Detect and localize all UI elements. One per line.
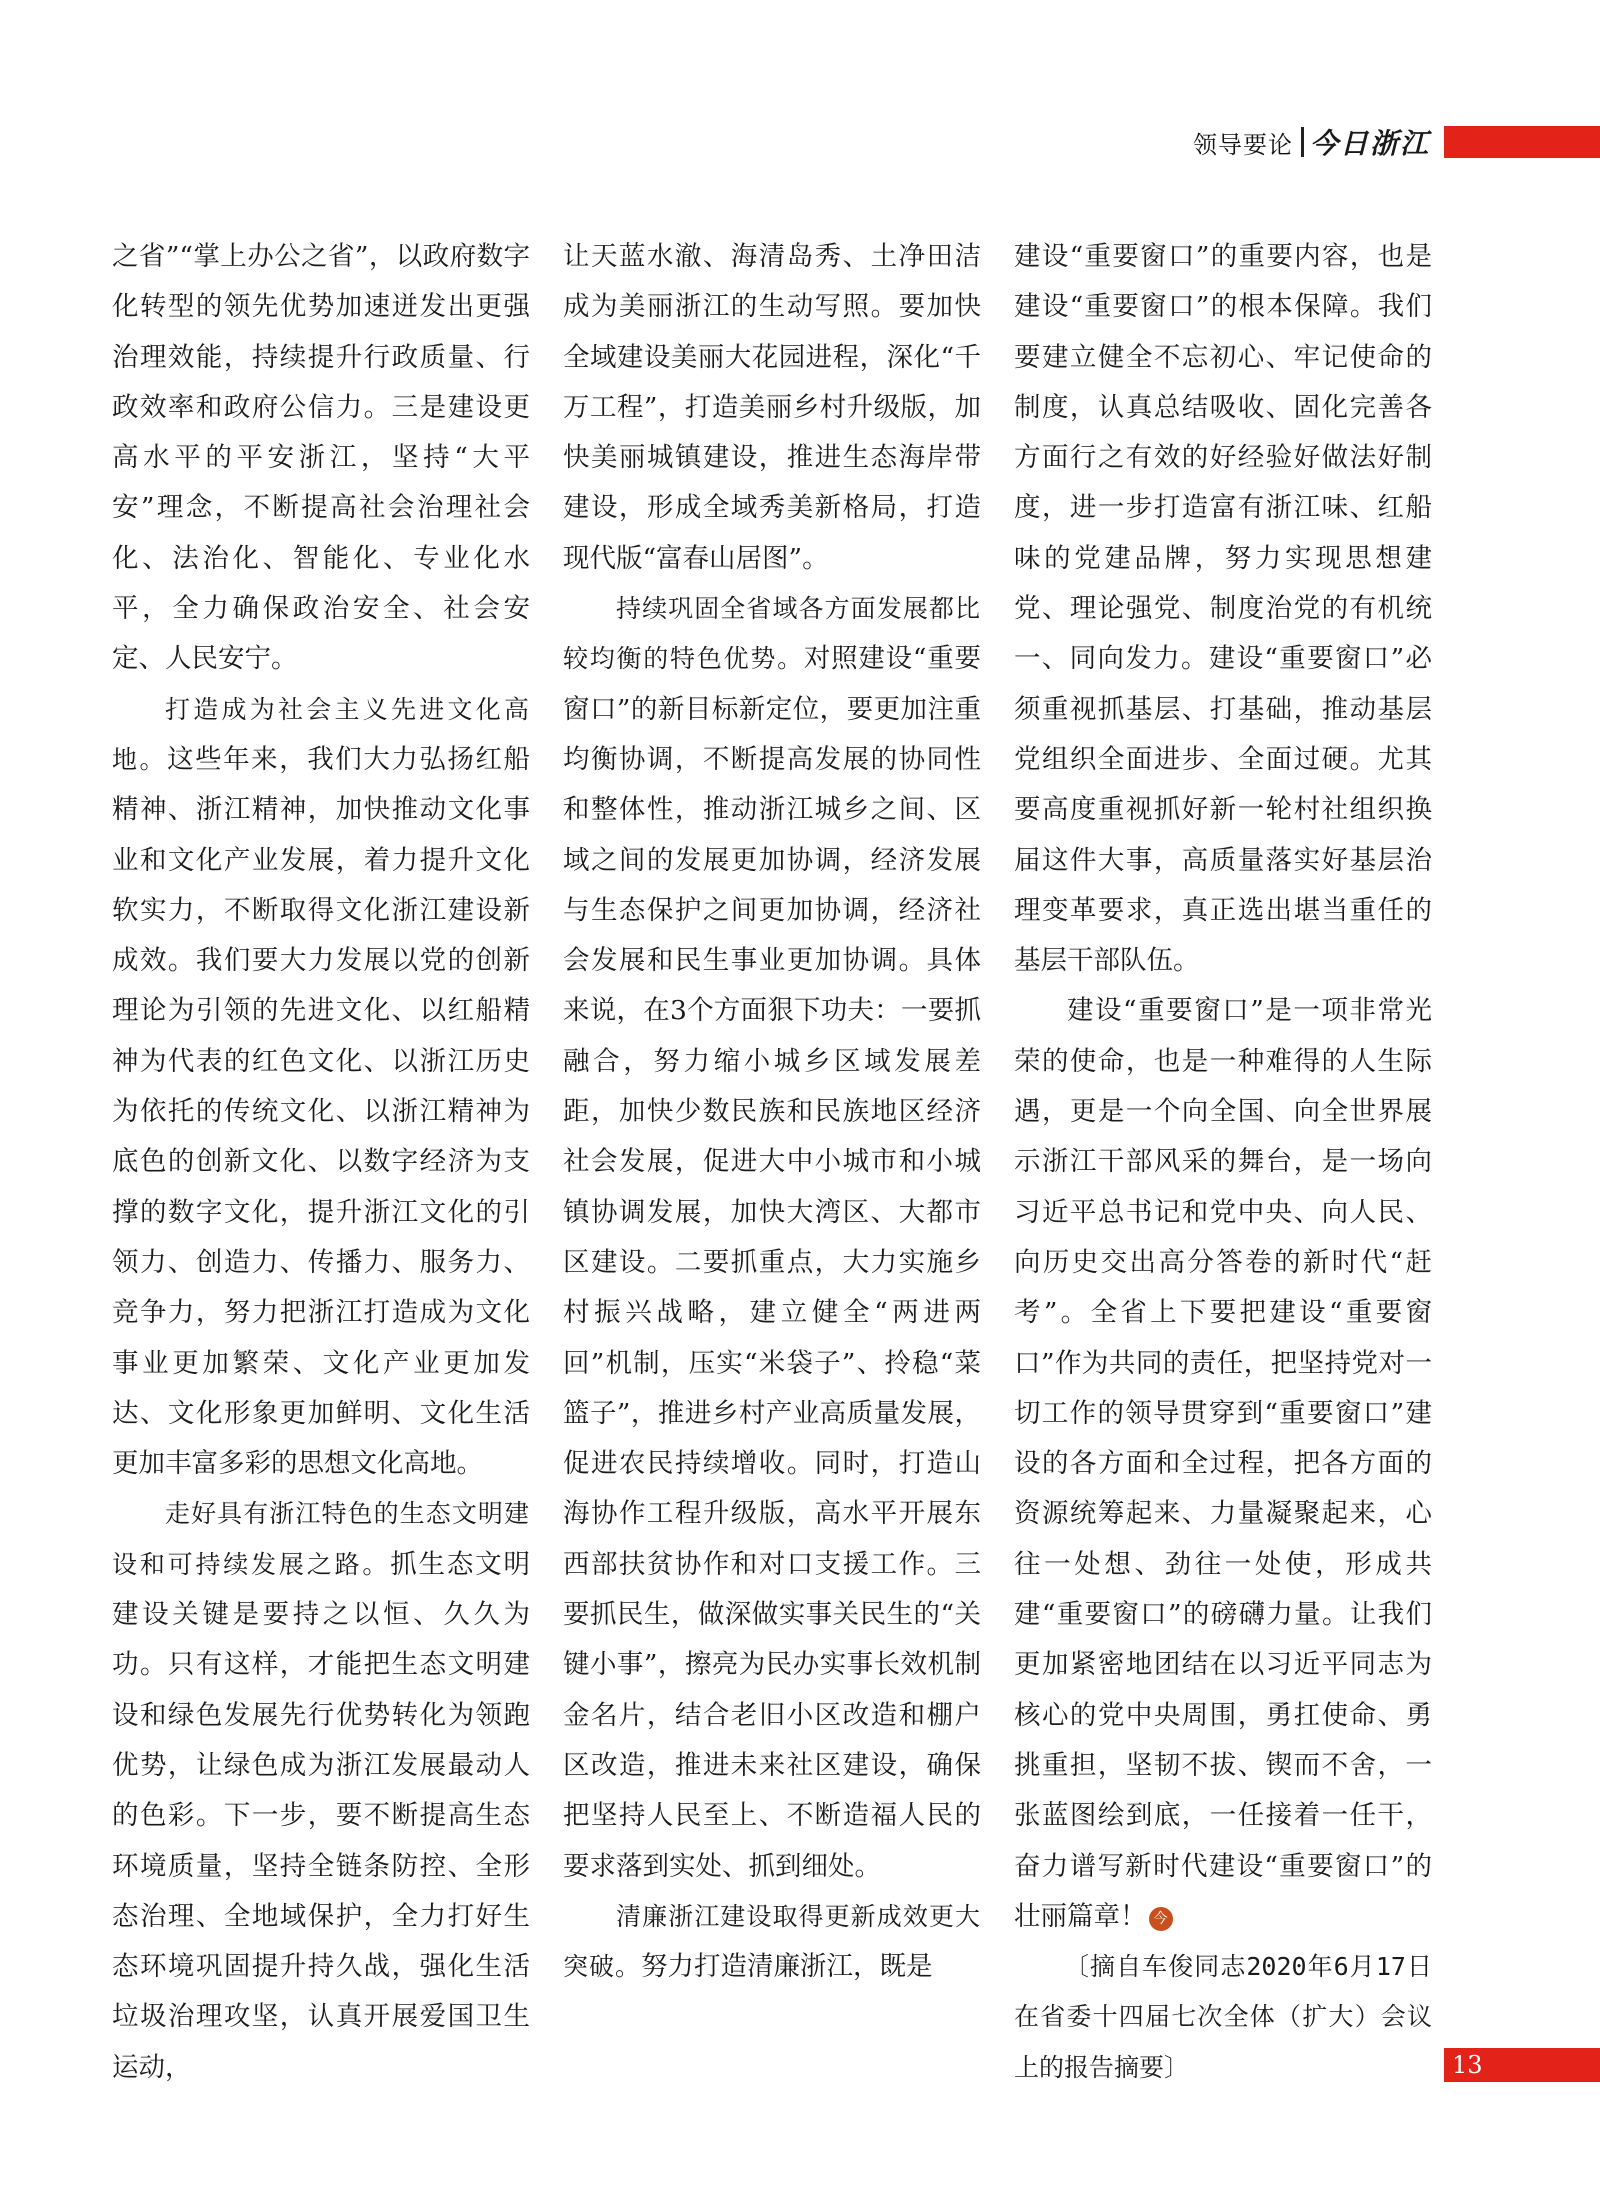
paragraph-lead: 清廉浙江建设取得更新成效更大突破。 (563, 1901, 981, 1982)
paragraph-lead: 打造成为社会主义先进文化高地。 (112, 694, 530, 774)
paragraph-body: 抓生态文明建设关键是要持之以恒、久久为功。只有这样，才能把生态文明建设和绿色发展先行优势转化为领跑优势，让绿色成为浙江发展最动人的色彩。下一步，要不断提高生态环境质量，坚持全链条防控、全形态治理、全地域保护，全力打好生态环境巩固提升持久战，强化生活垃圾治理攻坚，认真开展爱国卫生运动， (112, 1548, 530, 2083)
column-2 (563, 232, 981, 1992)
column-1 (112, 232, 530, 2093)
column-3 (1014, 232, 1432, 2093)
paragraph-lead: 走好具有浙江特色的生态文明建设和可持续发展之路。 (112, 1499, 530, 1579)
paragraph (563, 1892, 981, 1993)
paragraph: 建设“重要窗口”的重要内容，也是建设“重要窗口”的根本保障。我们要建立健全不忘初心、牢记使命的制度，认真总结吸收、固化完善各方面行之有效的好经验好做法好制度，进一步打造富有浙江味、红船味的党建品牌，努力实现思想建党、理论强党、制度治党的有机统一、同向发力。建设“重要窗口”必须重视抓基层、打基础，推动基层党组织全面进步、全面过硬。尤其要高度重视抓好新一轮村社组织换届这件大事，高质量落实好基层治理变革要求，真正选出堪当重任的基层干部队伍。 (1014, 241, 1432, 977)
paragraph: 让天蓝水澈、海清岛秀、土净田洁成为美丽浙江的生动写照。要加快全域建设美丽大花园进程，深化“千万工程”，打造美丽乡村升级版，加快美丽城镇建设，推进生态海岸带建设，形成全域秀美新格局，打造现代版“富春山居图”。 (563, 241, 981, 574)
section-label: 领导要论 (1192, 130, 1293, 159)
paragraph (1014, 986, 1432, 1942)
magazine-logo: 今日浙江 (1309, 127, 1430, 160)
page-header (1193, 124, 1600, 160)
end-mark-icon: 今 (1149, 1907, 1173, 1931)
paragraph (112, 1489, 530, 2093)
paragraph-body: 建设“重要窗口”是一项非常光荣的使命，也是一种难得的人生际遇，更是一个向全国、向全世界展示浙江干部风采的舞台，是一场向习近平总书记和党中央、向人民、向历史交出高分答卷的新时代“赶考”。全省上下要把建设“重要窗口”作为共同的责任，把坚持党对一切工作的领导贯穿到“重要窗口”建设的各方面和全过程，把各方面的资源统筹起来、力量凝聚起来，心往一处想、劲往一处使，形成共建“重要窗口”的磅礴力量。让我们更加紧密地团结在以习近平同志为核心的党中央周围，勇扛使命、勇挑重担，坚韧不拔、锲而不舍，一张蓝图绘到底，一任接着一任干，奋力谱写新时代建设“重要窗口”的壮丽篇章！ (1014, 995, 1432, 1932)
paragraph-body: 努力打造清廉浙江，既是 (641, 1951, 933, 1983)
paragraph: 之省”“掌上办公之省”，以政府数字化转型的领先优势加速迸发出更强治理效能，持续提升行政质量、行政效率和政府公信力。三是建设更高水平的平安浙江，坚持“大平安”理念，不断提高社会治理社会化、法治化、智能化、专业化水平，全力确保政治安全、社会安定、人民安宁。 (112, 241, 530, 675)
header-accent-bar (1444, 126, 1600, 158)
paragraph-body: 对照建设“重要窗口”的新目标新定位，要更加注重均衡协调，不断提高发展的协同性和整体性，推动浙江城乡之间、区域之间的发展更加协调，经济发展与生态保护之间更加协调，经济社会发展和民生事业更加协调。具体来说，在3个方面狠下功夫：一要抓融合，努力缩小城乡区域发展差距，加快少数民族和民族地区经济社会发展，促进大中小城市和小城镇协调发展，加快大湾区、大都市区建设。二要抓重点，大力实施乡村振兴战略，建立健全“两进两回”机制，压实“米袋子”、拎稳“菜篮子”，推进乡村产业高质量发展，促进农民持续增收。同时，打造山海协作工程升级版，高水平开展东西部扶贫协作和对口支援工作。三要抓民生，做深做实事关民生的“关键小事”，擦亮为民办实事长效机制金名片，结合老旧小区改造和棚户区改造，推进未来社区建设，确保把坚持人民至上、不断造福人民的要求落到实处、抓到细处。 (563, 643, 981, 1882)
page-number-bar (1444, 2048, 1600, 2082)
page-number: 13 (1452, 2051, 1483, 2079)
source-note: 〔摘自车俊同志2020年6月17日在省委十四届七次全体（扩大）会议上的报告摘要〕 (1014, 1952, 1432, 2082)
paragraph-lead: 持续巩固全省域各方面发展都比较均衡的特色优势。 (563, 594, 981, 674)
paragraph-body: 这些年来，我们大力弘扬红船精神、浙江精神，加快推动文化事业和文化产业发展，着力提升文化软实力，不断取得文化浙江建设新成效。我们要大力发展以党的创新理论为引领的先进文化、以红船精神为代表的红色文化、以浙江历史为依托的传统文化、以浙江精神为底色的创新文化、以数字经济为支撑的数字文化，提升浙江文化的引领力、创造力、传播力、服务力、竞争力，努力把浙江打造成为文化事业更加繁荣、文化产业更加发达、文化形象更加鲜明、文化生活更加丰富多彩的思想文化高地。 (112, 743, 530, 1480)
paragraph (112, 685, 530, 1490)
paragraph (563, 584, 981, 1892)
header-divider (1301, 127, 1304, 157)
